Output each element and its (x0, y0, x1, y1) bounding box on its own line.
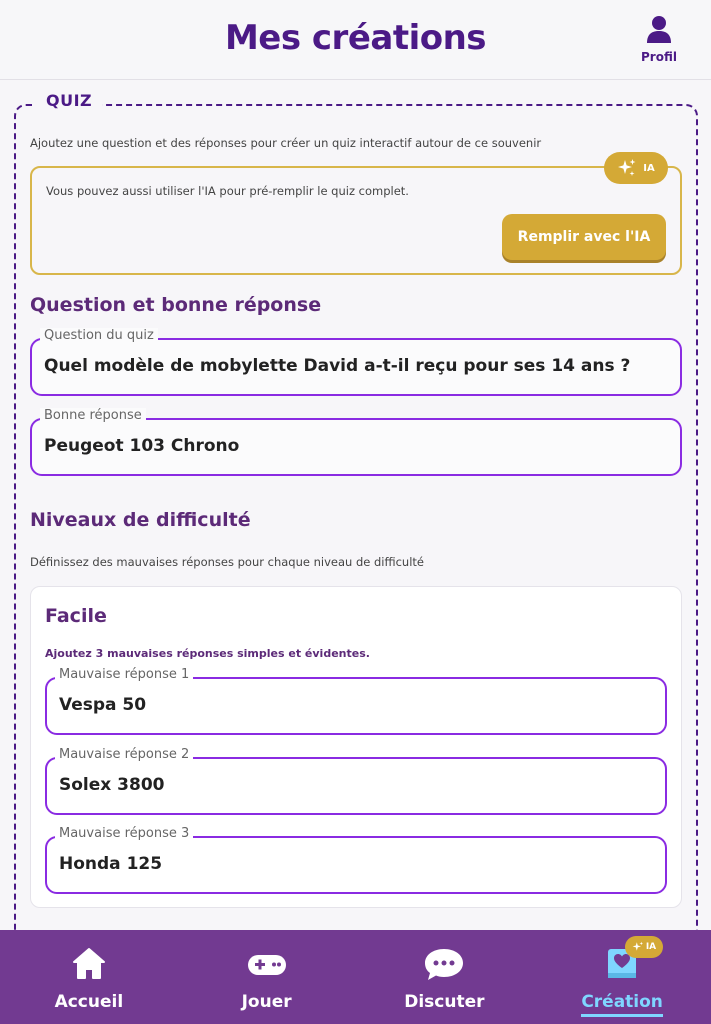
wrong-answer-3-label: Mauvaise réponse 3 (55, 826, 193, 841)
wrong-answer-3-value: Honda 125 (59, 854, 163, 874)
ia-badge-label: IA (643, 162, 655, 174)
nav-label-jouer: Jouer (241, 992, 292, 1012)
nav-item-creation[interactable] (533, 930, 711, 1024)
question-section-title: Question et bonne réponse (30, 294, 322, 316)
chat-bubble-icon (423, 946, 465, 982)
sparkles-icon (632, 941, 644, 953)
wrong-answer-1-value: Vespa 50 (59, 695, 147, 715)
nav-label-creation: Création (581, 992, 663, 1017)
quiz-legend: QUIZ (36, 91, 102, 110)
correct-answer-value: Peugeot 103 Chrono (44, 436, 240, 456)
gamepad-icon (246, 946, 288, 982)
bottom-navigation (0, 930, 711, 1024)
wrong-answer-2-label: Mauvaise réponse 2 (55, 747, 193, 762)
profile-button[interactable] (635, 14, 683, 64)
nav-ia-badge-label: IA (645, 942, 657, 952)
fill-with-ia-button[interactable]: Remplir avec l'IA (502, 214, 666, 260)
nav-label-discuter: Discuter (404, 992, 485, 1012)
app-header (0, 0, 711, 80)
ia-prefill-box (30, 162, 682, 275)
correct-answer-input[interactable] (30, 408, 682, 476)
nav-item-accueil[interactable] (0, 930, 178, 1024)
wrong-answer-2-value: Solex 3800 (59, 775, 165, 795)
nav-item-jouer[interactable] (178, 930, 356, 1024)
ia-badge (604, 152, 668, 184)
question-input[interactable] (30, 328, 682, 396)
profile-label: Profil (641, 50, 677, 64)
wrong-answer-1-input[interactable] (45, 667, 667, 735)
home-icon (72, 946, 106, 982)
nav-label-accueil: Accueil (54, 992, 124, 1012)
quiz-intro: Ajoutez une question et des réponses pour créer un quiz interactif autour de ce souvenir (30, 136, 542, 150)
ia-description: Vous pouvez aussi utiliser l'IA pour pré-remplir le quiz complet. (46, 184, 409, 198)
difficulty-subtitle: Définissez des mauvaises réponses pour chaque niveau de difficulté (30, 555, 424, 569)
difficulty-section-title: Niveaux de difficulté (30, 509, 251, 531)
wrong-answer-1-label: Mauvaise réponse 1 (55, 667, 193, 682)
user-icon (646, 14, 672, 44)
question-label: Question du quiz (40, 328, 158, 343)
sparkles-icon (617, 158, 637, 178)
nav-item-discuter[interactable] (356, 930, 534, 1024)
level-hint: Ajoutez 3 mauvaises réponses simples et évidentes. (45, 647, 370, 660)
question-value: Quel modèle de mobylette David a-t-il reçu pour ses 14 ans ? (44, 356, 631, 376)
correct-answer-label: Bonne réponse (40, 408, 146, 423)
nav-ia-badge (625, 936, 663, 958)
wrong-answer-2-input[interactable] (45, 747, 667, 815)
level-card-facile (30, 586, 682, 908)
wrong-answer-3-input[interactable] (45, 826, 667, 894)
level-title: Facile (45, 605, 107, 627)
page-title: Mes créations (224, 18, 487, 58)
